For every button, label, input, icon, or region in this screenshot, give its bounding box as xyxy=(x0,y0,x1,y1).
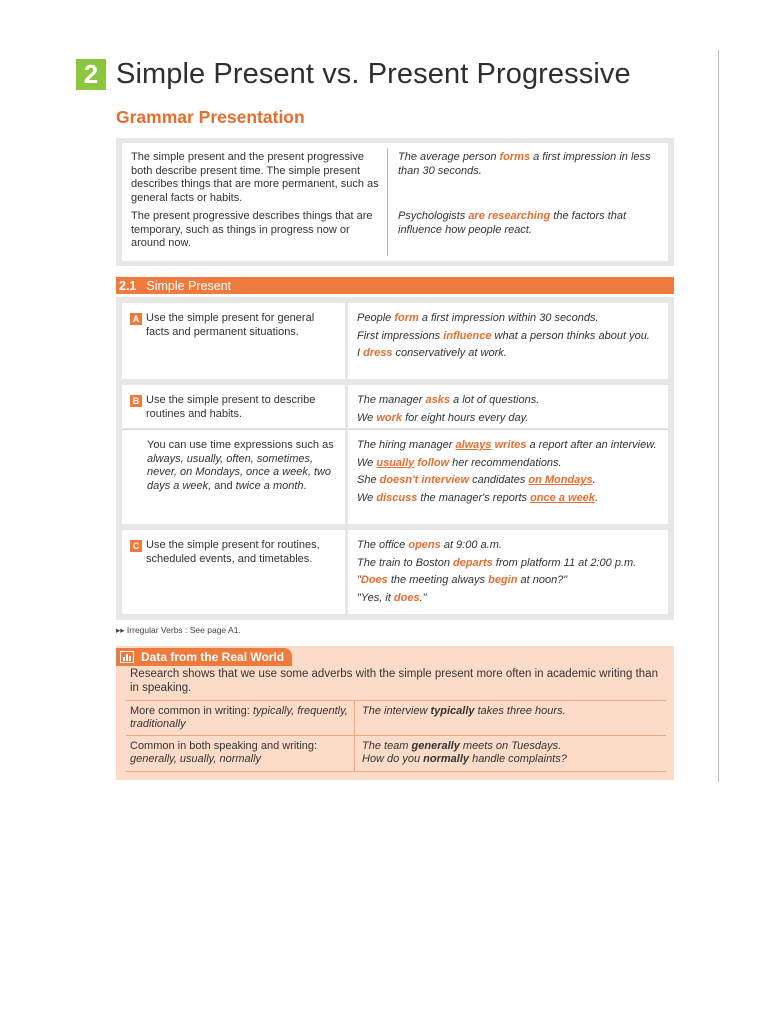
example-cell-a xyxy=(348,303,668,379)
example-b2-4: We discuss the manager's reports once a week. xyxy=(357,491,598,504)
page-header xyxy=(76,58,631,91)
rule-cell-a xyxy=(122,303,345,379)
section-title: Simple Present xyxy=(146,278,232,293)
data-row-2-label: Common in both speaking and writing: generally, usually, normally xyxy=(130,740,318,765)
intro-box xyxy=(116,138,674,266)
example-a-2: First impressions influence what a person thinks about you. xyxy=(357,329,650,342)
example-cell-c xyxy=(348,530,668,614)
example-c-1: The office opens at 9:00 a.m. xyxy=(357,539,502,551)
data-row-2-example-1: The team generally meets on Tuesdays. xyxy=(362,740,562,752)
section-subtitle: Grammar Presentation xyxy=(116,107,305,127)
rule-cell-c xyxy=(122,530,345,614)
example-a-1: People form a first impression within 30 seconds. xyxy=(357,312,599,324)
intro-examples xyxy=(398,151,658,237)
data-row-2-examples xyxy=(362,740,662,766)
example-b2-3: She doesn't interview candidates on Mondays. xyxy=(357,474,596,486)
double-arrow-icon: ▸▸ xyxy=(116,625,125,635)
example-b2-2: We usually follow her recommendations. xyxy=(357,456,562,469)
rule-c-text: Use the simple present for routines, scheduled events, and timetables. xyxy=(146,539,320,565)
example-c-4: "Yes, it does." xyxy=(357,591,427,604)
example-a-3: I dress conservatively at work. xyxy=(357,347,507,359)
example-cell-b-time-expressions xyxy=(348,429,668,524)
data-row-divider xyxy=(126,700,666,701)
rule-cell-b-time-expressions xyxy=(122,429,345,524)
data-real-world-intro: Research shows that we use some adverbs with the simple present more often in academic writing than in speaking. xyxy=(130,668,658,694)
example-c-2: The train to Boston departs from platform 11 at 2:00 p.m. xyxy=(357,556,637,569)
example-cell-b xyxy=(348,385,668,428)
intro-example-2: Psychologists are researching the factors that influence how people react. xyxy=(398,210,627,236)
rule-a-text: Use the simple present for general facts and permanent situations. xyxy=(146,312,315,338)
example-b2-1: The hiring manager always writes a report after an interview. xyxy=(357,439,657,451)
letter-badge-c: C xyxy=(130,540,142,552)
example-b-2: We work for eight hours every day. xyxy=(357,411,529,424)
rule-b-text: Use the simple present to describe routines and habits. xyxy=(146,394,316,420)
bar-chart-icon xyxy=(120,651,134,663)
data-row-2-example-2: How do you normally handle complaints? xyxy=(362,753,567,765)
rule-cell-b xyxy=(122,385,345,428)
intro-example-1: The average person forms a first impression in less than 30 seconds. xyxy=(398,151,651,177)
section-number: 2.1 xyxy=(119,278,137,293)
unit-number-badge: 2 xyxy=(76,59,106,90)
intro-para-2: The present progressive describes things that are temporary, such as things in progress now or around now. xyxy=(131,210,373,249)
letter-badge-a: A xyxy=(130,313,142,325)
grammar-table xyxy=(116,297,674,620)
rule-b2-text: You can use time expressions such as always, usually, often, sometimes, never, on Mondays, once a week, two days a week, and twice a month. xyxy=(147,439,334,492)
example-b-1: The manager asks a lot of questions. xyxy=(357,394,540,406)
section-heading-bar xyxy=(116,277,674,294)
footnote-irregular-verbs: ▸▸ Irregular Verbs : See page A1. xyxy=(116,625,241,635)
data-row-divider xyxy=(126,771,666,772)
data-real-world-tag: Data from the Real World xyxy=(116,648,292,666)
intro-explanation xyxy=(131,151,379,256)
intro-divider xyxy=(387,148,388,256)
letter-badge-b: B xyxy=(130,395,142,407)
data-row-1-example: The interview typically takes three hours. xyxy=(362,705,566,717)
intro-para-1: The simple present and the present progressive both describe present time. The simple present describes things that are more permanent, such as general facts or habits. xyxy=(131,151,379,204)
data-row-divider xyxy=(126,735,666,736)
data-real-world-box xyxy=(116,646,674,780)
page-title: Simple Present vs. Present Progressive xyxy=(116,58,631,90)
data-row-1-label: More common in writing: typically, frequently, traditionally xyxy=(130,705,348,730)
page-edge-rule xyxy=(718,50,719,782)
example-c-3: "Does the meeting always begin at noon?" xyxy=(357,574,568,586)
